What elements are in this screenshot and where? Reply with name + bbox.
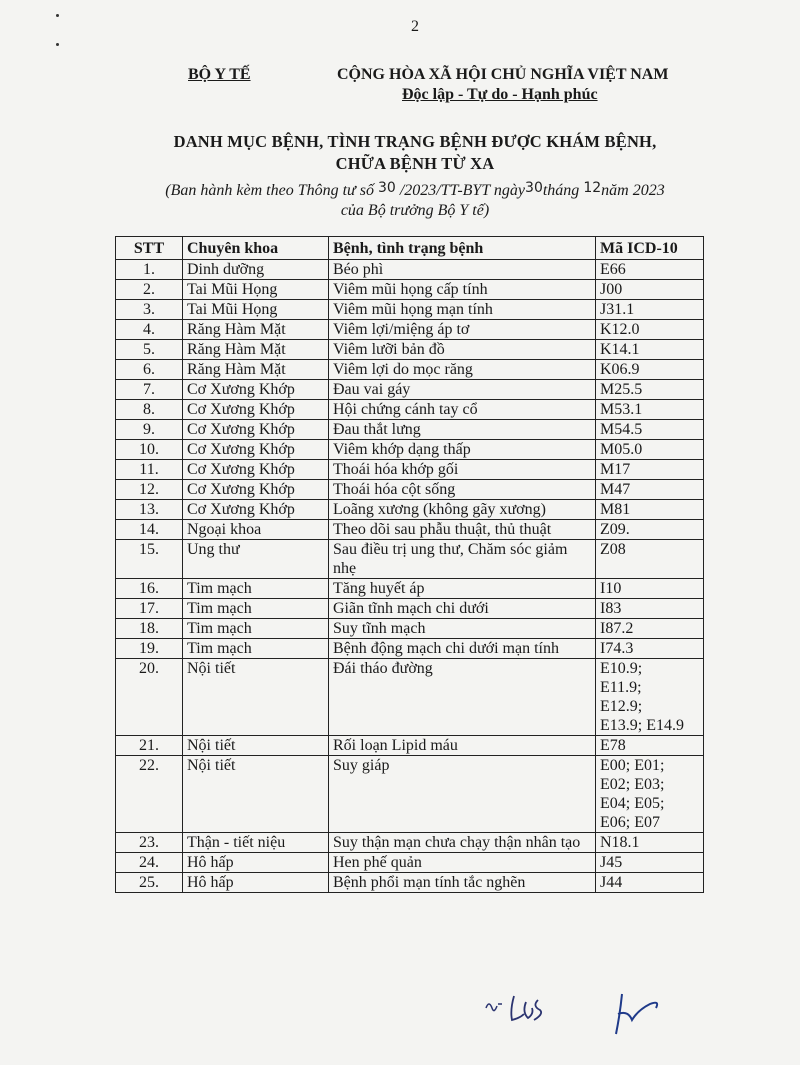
cell-stt: 6. [116,360,183,380]
icd10-code: E02; E03; [600,776,665,793]
cell-icd10 [596,500,704,520]
icd10-code: J45 [600,854,623,871]
cell-stt: 1. [116,260,183,280]
cell-condition: Thoái hóa cột sống [329,480,596,500]
icd10-code: K12.0 [600,321,640,338]
cell-specialty: Tai Mũi Họng [183,300,329,320]
table-row [116,440,704,460]
table-row [116,619,704,639]
cell-icd10 [596,579,704,599]
cell-stt: 3. [116,300,183,320]
cell-stt: 22. [116,756,183,833]
cell-specialty: Ngoại khoa [183,520,329,540]
cell-stt: 19. [116,639,183,659]
table-row [116,500,704,520]
cell-stt: 16. [116,579,183,599]
cell-icd10 [596,400,704,420]
cell-condition: Thoái hóa khớp gối [329,460,596,480]
icd10-code: J31.1 [600,301,635,318]
table-row [116,853,704,873]
header-stt: STT [116,237,183,260]
cell-stt: 14. [116,520,183,540]
cell-specialty: Răng Hàm Mặt [183,340,329,360]
cell-specialty: Thận - tiết niệu [183,833,329,853]
icd10-code: J00 [600,281,623,298]
ministry-name: BỘ Y TẾ [188,66,251,83]
cell-stt: 24. [116,853,183,873]
cell-stt: 9. [116,420,183,440]
icd10-code: K06.9 [600,361,640,378]
cell-icd10 [596,340,704,360]
cell-condition: Sau điều trị ung thư, Chăm sóc giảm nhẹ [329,540,596,579]
cell-condition: Đau vai gáy [329,380,596,400]
table-row [116,280,704,300]
cell-icd10 [596,853,704,873]
issuance-line [0,182,800,200]
table-row [116,300,704,320]
cell-icd10 [596,420,704,440]
table-row [116,340,704,360]
cell-condition: Béo phì [329,260,596,280]
table-row [116,520,704,540]
cell-condition: Suy thận mạn chưa chạy thận nhân tạo [329,833,596,853]
cell-specialty: Cơ Xương Khớp [183,480,329,500]
circular-number: 30 [377,180,396,196]
header-specialty: Chuyên khoa [183,237,329,260]
icd10-code: M81 [600,501,631,518]
table-header-row [116,237,704,260]
table-row [116,873,704,893]
cell-icd10 [596,380,704,400]
table-row [116,380,704,400]
cell-icd10 [596,540,704,579]
table-row [116,756,704,833]
cell-icd10 [596,659,704,736]
cell-specialty: Nội tiết [183,756,329,833]
cell-specialty: Cơ Xương Khớp [183,400,329,420]
cell-specialty: Tai Mũi Họng [183,280,329,300]
scan-speck [56,14,59,17]
cell-stt: 5. [116,340,183,360]
cell-specialty: Hô hấp [183,873,329,893]
cell-stt: 25. [116,873,183,893]
cell-icd10 [596,320,704,340]
cell-specialty: Tim mạch [183,579,329,599]
cell-condition: Viêm khớp dạng thấp [329,440,596,460]
cell-specialty: Cơ Xương Khớp [183,420,329,440]
issue-day: 30 [525,180,543,196]
cell-specialty: Tim mạch [183,599,329,619]
cell-specialty: Nội tiết [183,659,329,736]
cell-icd10 [596,639,704,659]
icd10-code: M05.0 [600,441,643,458]
issuance-text: /2023/TT-BYT ngày [399,182,526,199]
icd10-code: E11.9; [600,679,642,696]
issuance-text: năm 2023 [601,182,665,199]
icd10-code: K14.1 [600,341,640,358]
cell-condition: Hội chứng cánh tay cổ [329,400,596,420]
cell-icd10 [596,873,704,893]
icd10-code: E66 [600,261,626,278]
icd10-code: E10.9; [600,660,643,677]
cell-condition: Tăng huyết áp [329,579,596,599]
issue-month: 12 [583,180,602,196]
icd10-code: M47 [600,481,631,498]
cell-condition: Đau thắt lưng [329,420,596,440]
table-row [116,420,704,440]
cell-icd10 [596,360,704,380]
icd10-code: M25.5 [600,381,643,398]
cell-condition: Suy tĩnh mạch [329,619,596,639]
scan-speck [56,43,59,46]
table-row [116,736,704,756]
icd10-code: I74.3 [600,640,634,657]
icd10-code: M17 [600,461,631,478]
cell-specialty: Răng Hàm Mặt [183,360,329,380]
icd10-code: J44 [600,874,623,891]
cell-icd10 [596,599,704,619]
cell-stt: 21. [116,736,183,756]
cell-icd10 [596,520,704,540]
cell-icd10 [596,260,704,280]
icd10-code: M53.1 [600,401,643,418]
initials-signature [482,990,562,1035]
cell-stt: 17. [116,599,183,619]
cell-stt: 8. [116,400,183,420]
icd10-code: I83 [600,600,622,617]
table-row [116,460,704,480]
icd10-code: Z08 [600,541,626,558]
cell-specialty: Ung thư [183,540,329,579]
document-title-line1: DANH MỤC BỆNH, TÌNH TRẠNG BỆNH ĐƯỢC KHÁM BỆNH, [173,132,657,151]
cell-icd10 [596,440,704,460]
table-row [116,320,704,340]
table-row [116,599,704,619]
cell-stt: 2. [116,280,183,300]
cell-stt: 7. [116,380,183,400]
header-condition: Bệnh, tình trạng bệnh [329,237,596,260]
cell-specialty: Tim mạch [183,619,329,639]
cell-condition: Viêm mũi họng mạn tính [329,300,596,320]
table-body [116,260,704,893]
national-motto: Độc lập - Tự do - Hạnh phúc [402,86,598,103]
cell-icd10 [596,460,704,480]
cell-specialty: Cơ Xương Khớp [183,380,329,400]
icd10-code: E78 [600,737,626,754]
icd10-code: E12.9; [600,698,643,715]
table-row [116,400,704,420]
cell-icd10 [596,736,704,756]
cell-condition: Viêm lợi do mọc răng [329,360,596,380]
cell-specialty: Dinh dưỡng [183,260,329,280]
cell-specialty: Cơ Xương Khớp [183,460,329,480]
cell-condition: Suy giáp [329,756,596,833]
cell-stt: 12. [116,480,183,500]
table-row [116,540,704,579]
cell-stt: 11. [116,460,183,480]
issuance-text: (Ban hành kèm theo Thông tư số [165,182,374,199]
cell-icd10 [596,280,704,300]
cell-condition: Giãn tĩnh mạch chi dưới [329,599,596,619]
republic-name: CỘNG HÒA XÃ HỘI CHỦ NGHĨA VIỆT NAM [337,66,669,83]
table-row [116,480,704,500]
icd10-code: I10 [600,580,622,597]
cell-condition: Đái tháo đường [329,659,596,736]
signature [608,990,668,1045]
disease-table [115,236,704,893]
cell-stt: 10. [116,440,183,460]
cell-condition: Rối loạn Lipid máu [329,736,596,756]
icd10-code: N18.1 [600,834,640,851]
table-row [116,833,704,853]
issuance-text: tháng [542,182,580,199]
cell-stt: 18. [116,619,183,639]
icd10-code: E06; E07 [600,814,660,831]
cell-condition: Bệnh phổi mạn tính tắc nghẽn [329,873,596,893]
cell-icd10 [596,300,704,320]
cell-stt: 23. [116,833,183,853]
cell-condition: Bệnh động mạch chi dưới mạn tính [329,639,596,659]
cell-icd10 [596,619,704,639]
header-icd10: Mã ICD-10 [596,237,704,260]
cell-condition: Viêm lợi/miệng áp tơ [329,320,596,340]
cell-condition: Viêm lưỡi bản đồ [329,340,596,360]
icd10-code: Z09. [600,521,630,538]
cell-condition: Viêm mũi họng cấp tính [329,280,596,300]
cell-specialty: Răng Hàm Mặt [183,320,329,340]
icd10-code: M54.5 [600,421,643,438]
table-row [116,659,704,736]
cell-specialty: Nội tiết [183,736,329,756]
cell-specialty: Tim mạch [183,639,329,659]
table-row [116,639,704,659]
issuance-authority: của Bộ trưởng Bộ Y tế) [340,202,490,219]
cell-stt: 4. [116,320,183,340]
table-row [116,360,704,380]
icd10-code: I87.2 [600,620,634,637]
cell-stt: 15. [116,540,183,579]
icd10-code: E00; E01; [600,757,665,774]
cell-icd10 [596,756,704,833]
page-number: 2 [411,18,419,35]
table-row [116,260,704,280]
cell-stt: 13. [116,500,183,520]
table-row [116,579,704,599]
icd10-code: E13.9; E14.9 [600,717,684,734]
cell-condition: Hen phế quản [329,853,596,873]
cell-specialty: Hô hấp [183,853,329,873]
document-title-line2: CHỮA BỆNH TỪ XA [335,154,495,173]
icd10-code: E04; E05; [600,795,665,812]
cell-icd10 [596,480,704,500]
cell-specialty: Cơ Xương Khớp [183,500,329,520]
cell-icd10 [596,833,704,853]
cell-stt: 20. [116,659,183,736]
cell-condition: Theo dõi sau phẫu thuật, thủ thuật [329,520,596,540]
cell-condition: Loãng xương (không gãy xương) [329,500,596,520]
cell-specialty: Cơ Xương Khớp [183,440,329,460]
